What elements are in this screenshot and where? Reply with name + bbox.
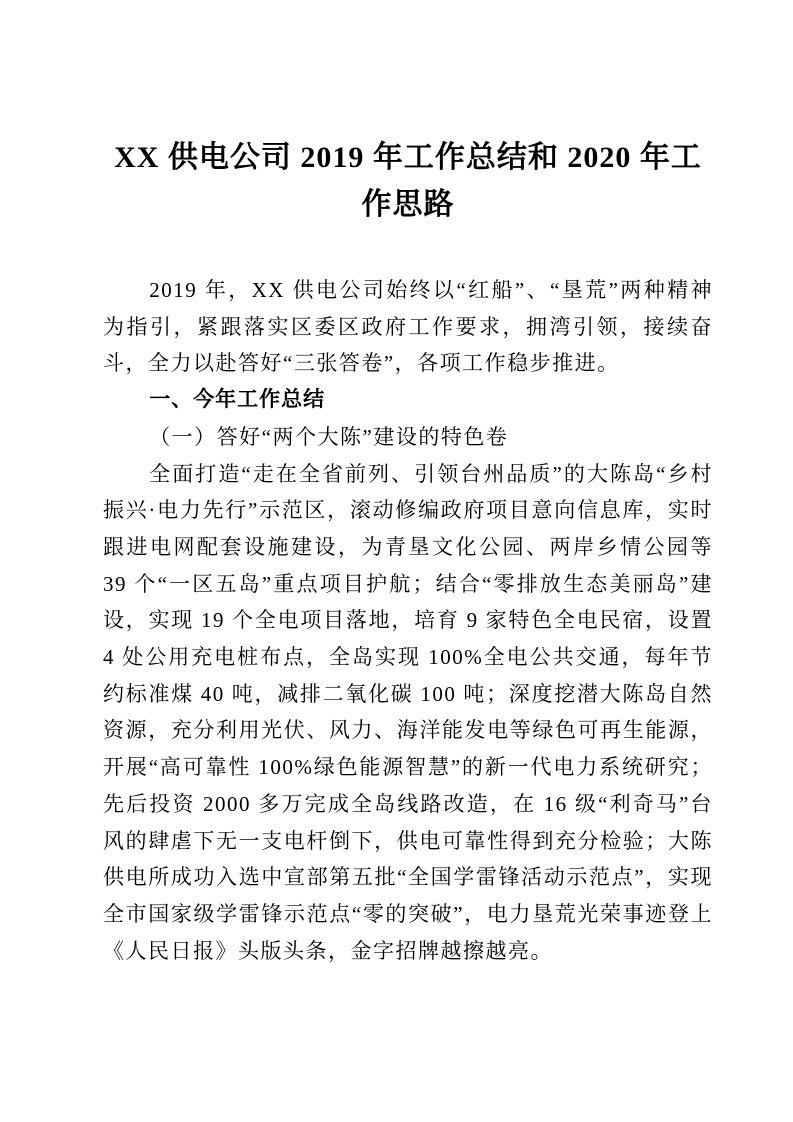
- intro-paragraph: 2019 年，XX 供电公司始终以“红船”、“垦荒”两种精神为指引，紧跟落实区委区政府工作要求，拥湾引领，接续奋斗，全力以赴答好“三张答卷”，各项工作稳步推进。: [103, 278, 713, 376]
- document-title: XX 供电公司 2019 年工作总结和 2020 年工作思路: [114, 141, 702, 221]
- section-heading-this-year-summary: 一、今年工作总结: [149, 388, 326, 412]
- subsection-heading-two-dachen: （一）答好“两个大陈”建设的特色卷: [149, 424, 509, 449]
- body-paragraph-dachen-achievements: 全面打造“走在全省前列、引领台州品质”的大陈岛“乡村振兴·电力先行”示范区，滚动修编政府项目意向信息库，实时跟进电网配套设施建设，为青垦文化公园、两岸乡情公园等 39 个“一区五岛”重点项目护航；结合“零排放生态美丽岛”建设，实现 19 个全电项目落地，培育 9 家特色全电民宿，设置 4 处公用充电桩布点，全岛实现 100%全电公共交通，每年节约标准煤 40 吨，减排二氧化碳 100 吨；深度挖潜大陈岛自然资源，充分利用光伏、风力、海洋能发电等绿色可再生能源，开展“高可靠性 100%绿色能源智慧”的新一代电力系统研究；先后投资 2000 多万完成全岛线路改造，在 16 级“利奇马”台风的肆虐下无一支电杆倒下，供电可靠性得到充分检验；大陈供电所成功入选中宣部第五批“全国学雷锋活动示范点”，实现全市国家级学雷锋示范点“零的突破”，电力垦荒光荣事迹登上《人民日报》头版头条，金字招牌越擦越亮。: [103, 461, 713, 963]
